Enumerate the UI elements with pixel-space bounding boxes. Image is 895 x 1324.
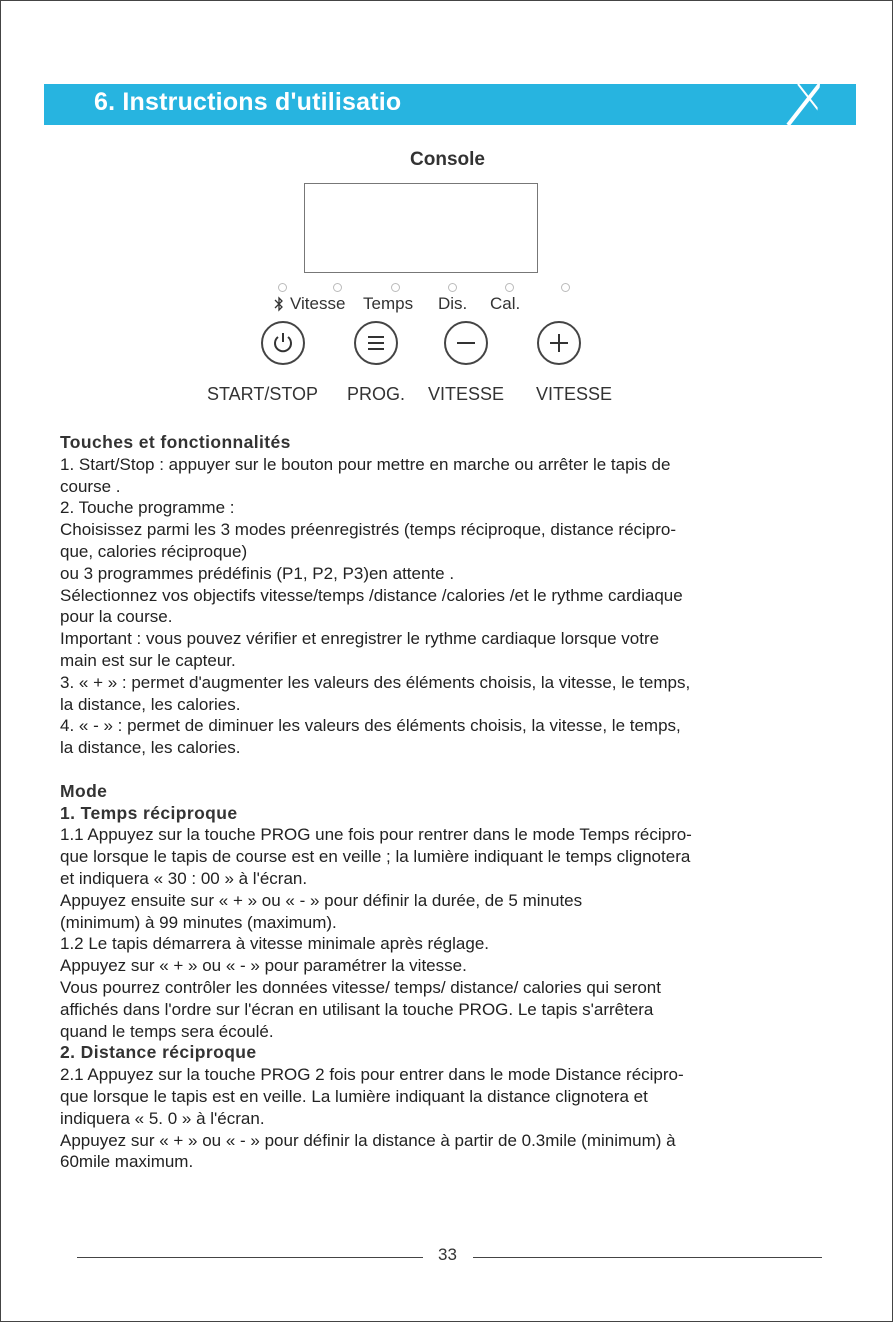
power-icon bbox=[270, 330, 296, 356]
indicator-led bbox=[391, 283, 400, 292]
text-line: 4. « - » : permet de diminuer les valeurs des éléments choisis, la vitesse, le temps, bbox=[60, 716, 681, 736]
text-line: 2.1 Appuyez sur la touche PROG 2 fois pour entrer dans le mode Distance récipro- bbox=[60, 1065, 684, 1085]
indicator-calories: Cal. bbox=[490, 294, 521, 313]
text-line: indiquera « 5. 0 » à l'écran. bbox=[60, 1108, 265, 1128]
text-line: affichés dans l'ordre sur l'écran en utilisant la touche PROG. Le tapis s'arrêtera bbox=[60, 999, 654, 1019]
plus-icon bbox=[547, 331, 571, 355]
indicator-temps: Temps bbox=[363, 294, 414, 313]
start-stop-label: START/STOP bbox=[207, 384, 319, 404]
text-line: la distance, les calories. bbox=[60, 694, 241, 714]
footer-rule-right bbox=[473, 1257, 822, 1258]
mode-heading: Mode bbox=[60, 780, 108, 801]
text-line: main est sur le capteur. bbox=[60, 650, 236, 670]
text-line: Vous pourrez contrôler les données vitesse/ temps/ distance/ calories qui seront bbox=[60, 977, 661, 997]
speed-down-button[interactable] bbox=[444, 321, 488, 365]
text-line: 60mile maximum. bbox=[60, 1152, 194, 1172]
indicator-labels bbox=[0, 294, 895, 314]
text-line: et indiquera « 30 : 00 » à l'écran. bbox=[60, 868, 308, 888]
speed-down-label: VITESSE bbox=[428, 384, 505, 404]
indicator-led bbox=[278, 283, 287, 292]
section-title: 6. Instructions d'utilisatio bbox=[94, 88, 402, 116]
text-line: quand le temps sera écoulé. bbox=[60, 1021, 274, 1041]
text-line: 1.2 Le tapis démarrera à vitesse minimale après réglage. bbox=[60, 934, 489, 954]
temps-reciproque-text bbox=[60, 824, 820, 1042]
spacer bbox=[60, 759, 820, 781]
text-line: Appuyez sur « + » ou « - » pour définir la distance à partir de 0.3mile (minimum) à bbox=[60, 1130, 676, 1150]
indicator-led bbox=[333, 283, 342, 292]
prog-label: PROG. bbox=[347, 384, 406, 404]
header-x-decoration-icon bbox=[716, 84, 856, 125]
minus-icon bbox=[454, 331, 478, 355]
indicator-led bbox=[561, 283, 570, 292]
text-line: ou 3 programmes prédéfinis (P1, P2, P3)en attente . bbox=[60, 563, 455, 583]
indicator-led bbox=[505, 283, 514, 292]
instructions-body bbox=[60, 432, 820, 1173]
text-line: 1.1 Appuyez sur la touche PROG une fois pour rentrer dans le mode Temps récipro- bbox=[60, 825, 692, 845]
text-line: Appuyez ensuite sur « + » ou « - » pour définir la durée, de 5 minutes bbox=[60, 890, 583, 910]
text-line: que lorsque le tapis de course est en veille ; la lumière indiquant le temps clignotera bbox=[60, 847, 691, 867]
section-header-bar bbox=[44, 84, 856, 125]
menu-icon bbox=[365, 334, 387, 352]
indicator-vitesse: Vitesse bbox=[290, 294, 346, 313]
text-line: 3. « + » : permet d'augmenter les valeurs des éléments choisis, la vitesse, le temps, bbox=[60, 672, 691, 692]
indicator-led bbox=[448, 283, 457, 292]
text-line: 1. Start/Stop : appuyer sur le bouton pour mettre en marche ou arrêter le tapis de bbox=[60, 454, 671, 474]
distance-reciproque-text bbox=[60, 1064, 820, 1173]
speed-up-label: VITESSE bbox=[536, 384, 613, 404]
page-number: 33 bbox=[438, 1245, 457, 1264]
touches-text bbox=[60, 454, 820, 759]
text-line: la distance, les calories. bbox=[60, 738, 241, 758]
text-line: (minimum) à 99 minutes (maximum). bbox=[60, 912, 337, 932]
speed-up-button[interactable] bbox=[537, 321, 581, 365]
console-title: Console bbox=[410, 149, 485, 170]
text-line: Sélectionnez vos objectifs vitesse/temps /distance /calories /et le rythme cardiaque bbox=[60, 585, 683, 605]
text-line: course . bbox=[60, 476, 121, 496]
distance-reciproque-heading: 2. Distance réciproque bbox=[60, 1042, 257, 1063]
indicator-distance: Dis. bbox=[438, 294, 468, 313]
touches-heading: Touches et fonctionnalités bbox=[60, 432, 291, 452]
start-stop-button[interactable] bbox=[261, 321, 305, 365]
text-line: que lorsque le tapis est en veille. La lumière indiquant la distance clignotera et bbox=[60, 1086, 648, 1106]
text-line: Important : vous pouvez vérifier et enregistrer le rythme cardiaque lorsque votre bbox=[60, 629, 660, 649]
prog-button[interactable] bbox=[354, 321, 398, 365]
text-line: pour la course. bbox=[60, 607, 173, 627]
text-line: 2. Touche programme : bbox=[60, 498, 235, 518]
console-display-screen bbox=[304, 183, 538, 273]
text-line: que, calories réciproque) bbox=[60, 541, 248, 561]
temps-reciproque-heading: 1. Temps réciproque bbox=[60, 802, 238, 823]
text-line: Appuyez sur « + » ou « - » pour paramétrer la vitesse. bbox=[60, 956, 467, 976]
text-line: Choisissez parmi les 3 modes préenregistrés (temps réciproque, distance récipro- bbox=[60, 520, 677, 540]
